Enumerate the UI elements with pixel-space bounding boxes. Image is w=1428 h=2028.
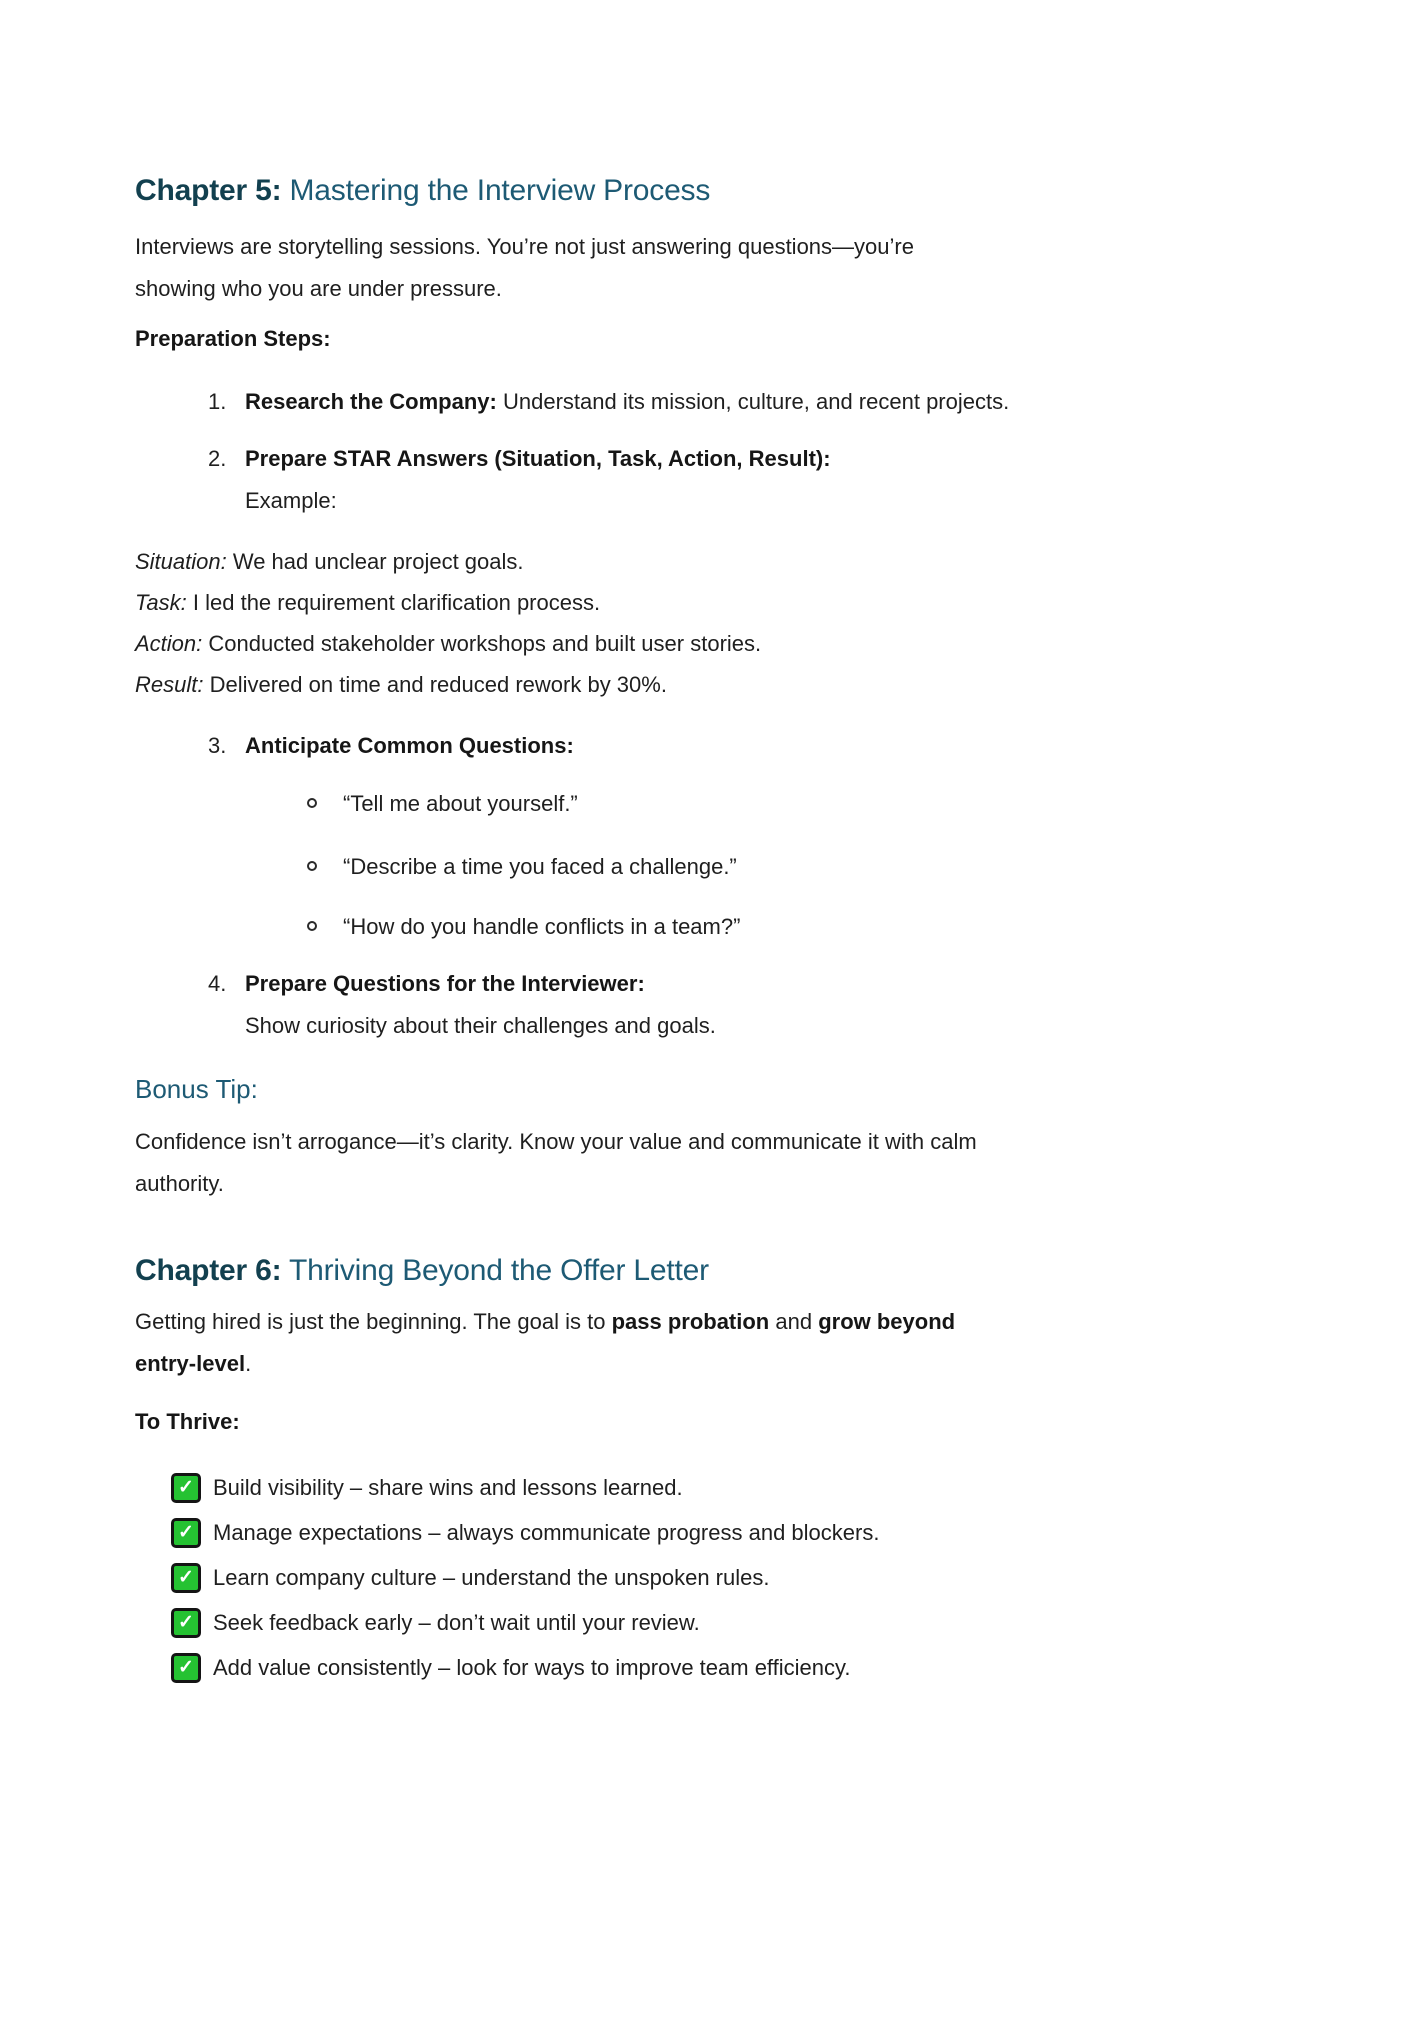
quote-2-text: “Describe a time you faced a challenge.” [343, 854, 737, 879]
chapter6-intro-bold2: grow beyond [818, 1309, 956, 1334]
circle-bullet-icon [307, 921, 317, 931]
checklist-item-2 [171, 1512, 879, 1554]
checked-checkbox-icon [171, 1653, 201, 1683]
circle-bullet-icon [307, 861, 317, 871]
star-result-label: Result: [135, 672, 204, 697]
checked-checkbox-icon [171, 1608, 201, 1638]
check-icon: ✓ [178, 1656, 194, 1678]
chapter6-intro-line2-bold: entry-level [135, 1351, 246, 1376]
check-icon: ✓ [178, 1521, 194, 1543]
star-task-label: Task: [135, 590, 187, 615]
chapter5-heading [135, 172, 710, 210]
bonus-tip-paragraph [135, 1121, 977, 1205]
step-2-number: 2. [208, 446, 227, 471]
checklist-item-3 [171, 1557, 769, 1599]
checklist-item-2-text: Manage expectations – always communicate progress and blockers. [213, 1520, 880, 1545]
checked-checkbox-icon [171, 1473, 201, 1503]
checked-checkbox-icon [171, 1518, 201, 1548]
step-1-number: 1. [208, 389, 227, 414]
quote-bullet-2 [307, 846, 737, 888]
circle-bullet-icon [307, 798, 317, 808]
checklist-item-1 [171, 1467, 683, 1509]
quote-1-text: “Tell me about yourself.” [343, 791, 578, 816]
chapter5-intro-line1: Interviews are storytelling sessions. You’re not just answering questions—you’re [135, 234, 914, 259]
star-result-line [135, 664, 761, 705]
step-4-bold: Prepare Questions for the Interviewer: [245, 971, 645, 996]
checklist-item-5-text: Add value consistently – look for ways to improve team efficiency. [213, 1655, 851, 1680]
step-4-line2: Show curiosity about their challenges and goals. [245, 1013, 716, 1038]
star-task-line [135, 582, 761, 623]
step-3-number: 3. [208, 733, 227, 758]
checklist-item-4 [171, 1602, 700, 1644]
chapter6-heading [135, 1252, 709, 1290]
check-icon: ✓ [178, 1566, 194, 1588]
step-4 [208, 963, 716, 1047]
star-action-text: Conducted stakeholder workshops and built user stories. [202, 631, 762, 656]
chapter5-intro-paragraph [135, 226, 914, 310]
checklist-item-3-text: Learn company culture – understand the unspoken rules. [213, 1565, 770, 1590]
to-thrive-heading: To Thrive: [135, 1409, 240, 1434]
chapter5-intro-line2: showing who you are under pressure. [135, 276, 502, 301]
chapter6-intro-bold1: pass probation [611, 1309, 770, 1334]
chapter6-intro-seg2: and [769, 1309, 819, 1334]
step-2 [208, 438, 831, 522]
bonus-tip-line1: Confidence isn’t arrogance—it’s clarity. Know your value and communicate it with calm [135, 1129, 977, 1154]
chapter6-heading-label: Chapter 6: [135, 1254, 282, 1287]
bonus-tip-heading: Bonus Tip: [135, 1074, 258, 1104]
chapter6-intro-seg1: Getting hired is just the beginning. The goal is to [135, 1309, 612, 1334]
star-situation-line [135, 541, 761, 582]
step-2-bold: Prepare STAR Answers (Situation, Task, Action, Result): [245, 446, 831, 471]
checked-checkbox-icon [171, 1563, 201, 1593]
checklist-item-5 [171, 1647, 850, 1689]
step-3 [208, 725, 574, 767]
checklist-item-4-text: Seek feedback early – don’t wait until your review. [213, 1610, 700, 1635]
chapter6-intro-line1 [135, 1301, 955, 1343]
step-3-bold: Anticipate Common Questions: [245, 733, 574, 758]
star-task-text: I led the requirement clarification process. [186, 590, 601, 615]
step-2-line2: Example: [245, 488, 337, 513]
checklist-item-1-text: Build visibility – share wins and lessons learned. [213, 1475, 683, 1500]
bonus-tip-line2: authority. [135, 1171, 224, 1196]
step-1 [208, 381, 1009, 423]
quote-bullet-3 [307, 906, 740, 948]
star-situation-label: Situation: [135, 549, 227, 574]
preparation-steps-heading: Preparation Steps: [135, 326, 331, 351]
step-1-rest: Understand its mission, culture, and recent projects. [496, 389, 1010, 414]
chapter6-intro-line2-end: . [245, 1351, 252, 1376]
step-4-number: 4. [208, 971, 227, 996]
quote-3-text: “How do you handle conflicts in a team?” [343, 914, 741, 939]
quote-bullet-1 [307, 783, 578, 825]
chapter6-intro-paragraph [135, 1301, 955, 1385]
chapter6-intro-line2 [135, 1343, 955, 1385]
star-example-block [135, 541, 761, 705]
star-situation-text: We had unclear project goals. [226, 549, 524, 574]
star-action-label: Action: [135, 631, 203, 656]
star-action-line [135, 623, 761, 664]
chapter5-heading-label: Chapter 5: [135, 174, 282, 207]
step-1-bold: Research the Company: [245, 389, 497, 414]
check-icon: ✓ [178, 1611, 194, 1633]
chapter5-heading-title: Mastering the Interview Process [281, 174, 711, 207]
chapter6-heading-title: Thriving Beyond the Offer Letter [281, 1254, 709, 1287]
check-icon: ✓ [178, 1476, 194, 1498]
star-result-text: Delivered on time and reduced rework by 30%. [203, 672, 667, 697]
